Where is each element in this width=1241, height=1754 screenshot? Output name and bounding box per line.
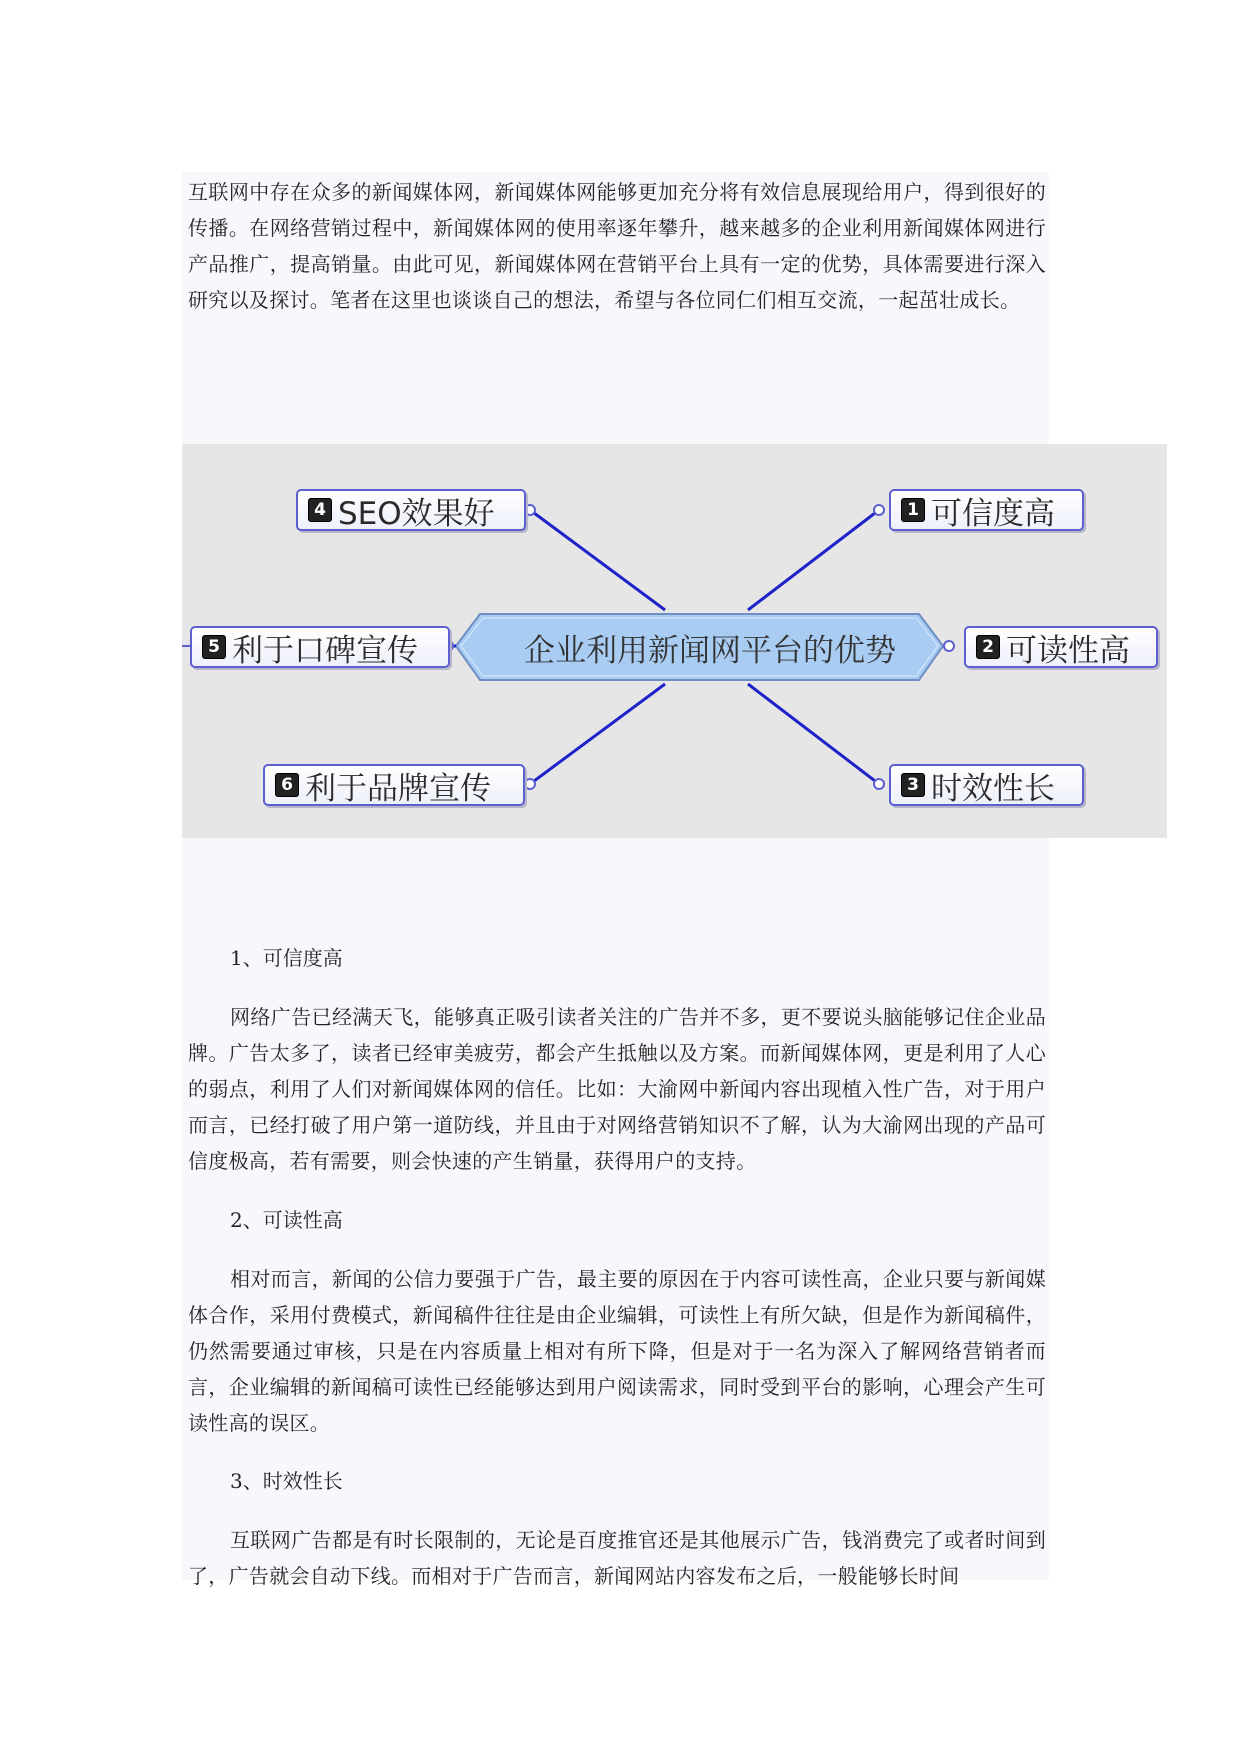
connector-dot: [944, 641, 954, 651]
topic-label: 利于品牌宣传: [305, 770, 491, 807]
topic-label: 可读性高: [1006, 632, 1130, 669]
section-heading: 2、可读性高: [230, 1208, 343, 1232]
topic-word-of-mouth: [190, 626, 450, 668]
connector-line: [530, 510, 665, 610]
topic-credibility: [889, 489, 1084, 531]
connector-line: [530, 684, 665, 784]
topic-number-badge: 1: [901, 498, 925, 522]
topic-number-badge: 2: [976, 635, 1000, 659]
topic-label: 时效性长: [931, 770, 1055, 807]
connector-dot: [874, 779, 884, 789]
intro-paragraph: 互联网中存在众多的新闻媒体网，新闻媒体网能够更加充分将有效信息展现给用户，得到很好的传播。在网络营销过程中，新闻媒体网的使用率逐年攀升，越来越多的企业利用新闻媒体网进行产品推广，提高销量。由此可见，新闻媒体网在营销平台上具有一定的优势，具体需要进行深入研究以及探讨。笔者在这里也谈谈自己的想法，希望与各位同仁们相互交流，一起茁壮成长。: [188, 180, 1046, 312]
topic-number-badge: 3: [901, 773, 925, 797]
topic-seo: [296, 489, 526, 531]
topic-number-badge: 5: [202, 635, 226, 659]
section-heading: 3、时效性长: [230, 1469, 343, 1493]
section-body: 互联网广告都是有时长限制的，无论是百度推官还是其他展示广告，钱消费完了或者时间到了，广告就会自动下线。而相对于广告而言，新闻网站内容发布之后，一般能够长时间: [188, 1528, 1046, 1588]
connector-dot: [874, 505, 884, 515]
topic-number-badge: 6: [275, 773, 299, 797]
section-body: 相对而言，新闻的公信力要强于广告，最主要的原因在于内容可读性高，企业只要与新闻媒体合作，采用付费模式，新闻稿件往往是由企业编辑，可读性上有所欠缺，但是作为新闻稿件，仍然需要通过审核，只是在内容质量上相对有所下降，但是对于一名为深入了解网络营销者而言，企业编辑的新闻稿可读性已经能够达到用户阅读需求，同时受到平台的影响，心理会产生可读性高的误区。: [188, 1267, 1046, 1435]
central-topic-label: 企业利用新闻网平台的优势: [524, 632, 896, 669]
topic-timeliness: [889, 764, 1084, 806]
connector-line: [748, 684, 879, 784]
connector-dot: [525, 505, 535, 515]
topic-label: 可信度高: [931, 495, 1055, 532]
topic-readability: [964, 626, 1158, 668]
topic-label: SEO效果好: [338, 495, 495, 532]
topic-number-badge: 4: [308, 498, 332, 522]
connector-line: [748, 510, 879, 610]
section-body: 网络广告已经满天飞，能够真正吸引读者关注的广告并不多，更不要说头脑能够记住企业品牌。广告太多了，读者已经审美疲劳，都会产生抵触以及方案。而新闻媒体网，更是利用了人心的弱点，利用了人们对新闻媒体网的信任。比如：大渝网中新闻内容出现植入性广告，对于用户而言，已经打破了用户第一道防线，并且由于对网络营销知识不了解，认为大渝网出现的产品可信度极高，若有需要，则会快速的产生销量，获得用户的支持。: [188, 1005, 1046, 1173]
section-heading: 1、可信度高: [230, 946, 343, 970]
topic-label: 利于口碑宣传: [232, 632, 418, 669]
connector-dot: [525, 779, 535, 789]
topic-brand: [263, 764, 525, 806]
